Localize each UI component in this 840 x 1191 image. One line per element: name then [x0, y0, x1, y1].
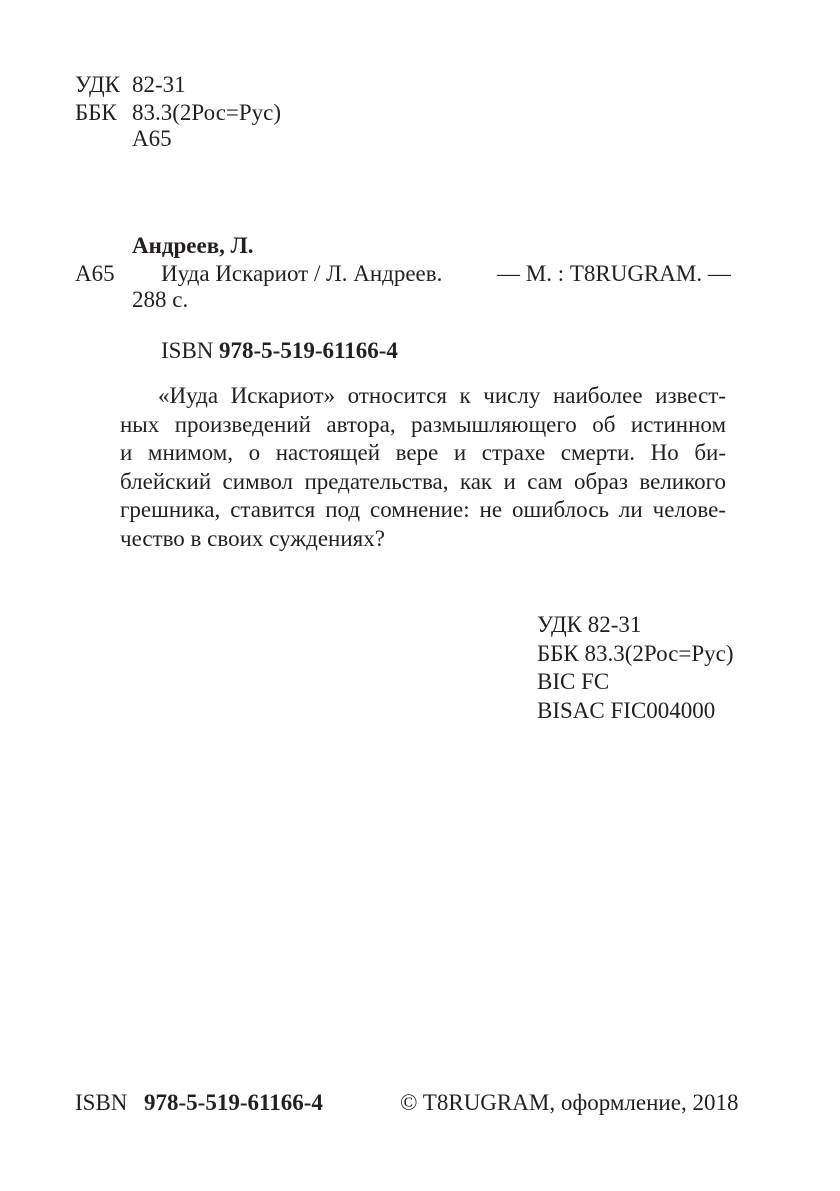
udk-label: УДК — [75, 72, 120, 97]
record-title-line: Иуда Искариот / Л. Андреев. — [161, 261, 443, 286]
footer-copyright: © T8RUGRAM, оформление, 2018 — [400, 1090, 739, 1115]
right-bic: BIC FC — [537, 669, 610, 694]
right-udk: УДК 82-31 — [537, 612, 642, 637]
footer-isbn-label: ISBN — [75, 1090, 128, 1115]
annotation-line: и мнимом, о настоящей вере и страхе смерти. Но би- — [120, 440, 726, 465]
record-mark: А65 — [75, 261, 115, 286]
record-publisher-line: — М. : T8RUGRAM. — — [497, 261, 731, 286]
annotation-line: «Иуда Искариот» относится к числу наиболее извест- — [158, 383, 726, 408]
author-heading: Андреев, Л. — [132, 233, 254, 258]
bbk-label: ББК — [75, 100, 117, 125]
right-bbk: ББК 83.3(2Рос=Рус) — [537, 640, 734, 666]
annotation-line: ных произведений автора, размышляющего об истинном — [120, 411, 726, 437]
right-bisac: BISAC FIC004000 — [537, 697, 716, 723]
author-mark: А65 — [132, 126, 172, 151]
record-isbn-label: ISBN — [161, 338, 214, 363]
footer-isbn-value: 978-5-519-61166-4 — [144, 1090, 323, 1115]
annotation-line: блейский символ предательства, как и сам образ великого — [120, 468, 726, 494]
record-pages: 288 с. — [132, 287, 189, 312]
annotation — [120, 382, 726, 553]
annotation-line: чество в своих суждениях? — [120, 525, 385, 551]
record-isbn-value: 978-5-519-61166-4 — [219, 338, 398, 363]
bbk-value: 83.3(2Рос=Рус) — [132, 100, 282, 125]
classification-block — [537, 611, 734, 725]
udk-value: 82-31 — [132, 72, 186, 97]
annotation-line: грешника, ставится под сомнение: не ошиблось ли челове- — [120, 497, 726, 522]
